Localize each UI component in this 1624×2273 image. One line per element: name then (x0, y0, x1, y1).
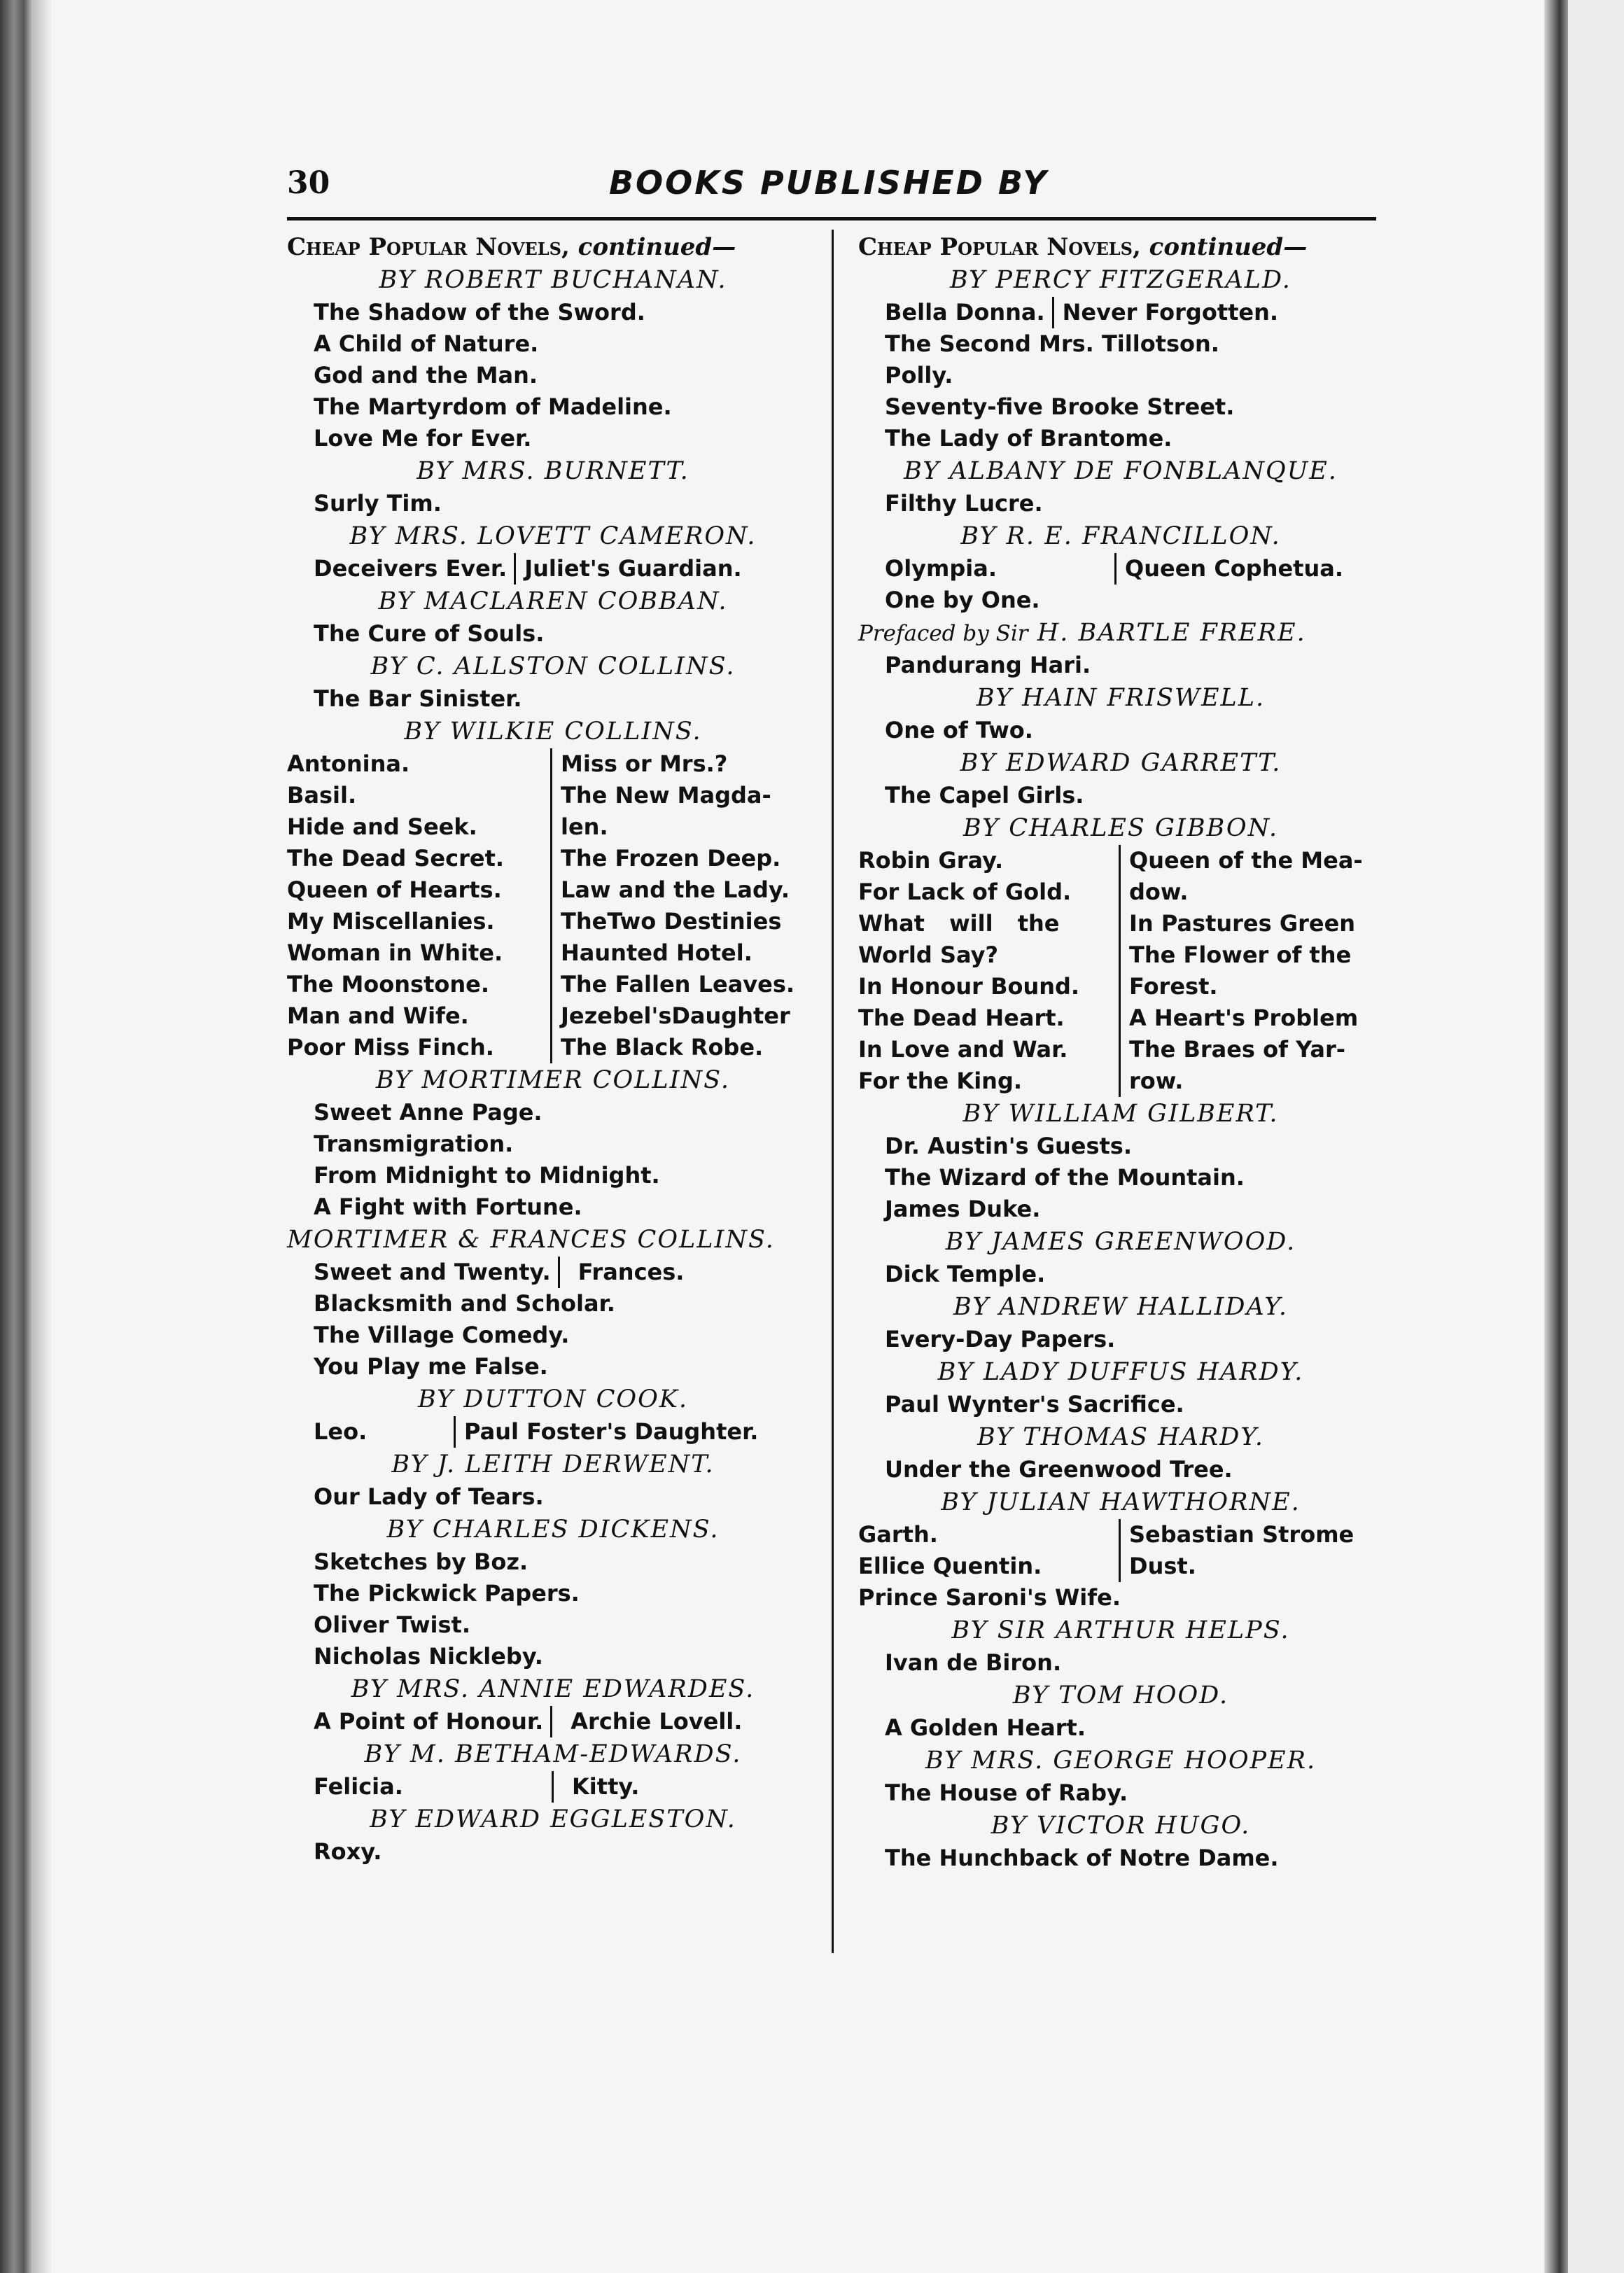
book-title: The Moonstone. (287, 971, 490, 998)
book-title: You Play me False. (314, 1353, 548, 1380)
book-title: The Pickwick Papers. (314, 1580, 580, 1607)
book-title: The Hunchback of Notre Dame. (885, 1845, 1279, 1871)
author-heading: BY JULIAN HAWTHORNE. (941, 1488, 1301, 1516)
book-title: The Dead Secret. (287, 845, 505, 872)
book-title-pair: Olympia. Queen Cophetua. (858, 553, 1383, 585)
right-column (858, 231, 1383, 1874)
book-title: Transmigration. (314, 1131, 514, 1157)
author-heading: BY HAIN FRISWELL. (976, 684, 1266, 712)
book-title-pair: Felicia. Kitty. (287, 1771, 819, 1803)
book-title: Filthy Lucre. (885, 490, 1043, 517)
author-heading: BY PERCY FITZGERALD. (950, 266, 1292, 294)
author-heading: BY MACLAREN COBBAN. (378, 587, 728, 615)
author-heading: BY DUTTON COOK. (417, 1385, 689, 1413)
book-title: The Lady of Brantome. (885, 425, 1172, 452)
author-heading: BY JAMES GREENWOOD. (945, 1228, 1296, 1256)
book-title: The Cure of Souls. (314, 620, 545, 647)
book-title: Pandurang Hari. (885, 652, 1091, 678)
book-title: The Village Comedy. (314, 1322, 570, 1348)
author-heading: BY EDWARD GARRETT. (960, 749, 1282, 777)
book-title: The Second Mrs. Tillotson. (885, 330, 1219, 357)
book-title: The House of Raby. (885, 1779, 1128, 1806)
book-title: Dr. Austin's Guests. (885, 1133, 1132, 1159)
book-title: Blacksmith and Scholar. (314, 1290, 615, 1317)
title-column-2 (1119, 1519, 1354, 1582)
book-title: Law and the Lady. (561, 876, 790, 903)
book-title: Poor Miss Finch. (287, 1034, 494, 1061)
series-heading: Cheap Popular Novels, continued— (858, 233, 1308, 261)
book-title: The Fallen Leaves. (561, 971, 795, 998)
book-title: The Flower of the (1129, 942, 1352, 968)
book-title-continued: dow. (1129, 879, 1189, 905)
book-title: One of Two. (885, 717, 1033, 743)
book-title: James Duke. (885, 1196, 1041, 1222)
book-title-pair: Deceivers Ever. Juliet's Guardian. (287, 553, 819, 585)
book-title: Sweet Anne Page. (314, 1099, 542, 1126)
book-title: The Dead Heart. (858, 1005, 1065, 1031)
hawthorne-title-table (858, 1519, 1383, 1582)
book-title-continued: Forest. (1129, 973, 1218, 1000)
book-title: Seventy-five Brooke Street. (885, 393, 1235, 420)
book-title: Haunted Hotel. (561, 939, 752, 966)
book-title-pair: Leo. Paul Foster's Daughter. (287, 1416, 819, 1448)
author-heading: BY MRS. BURNETT. (416, 457, 690, 485)
book-title: The Frozen Deep. (561, 845, 781, 872)
title-column-2 (550, 748, 794, 1063)
book-title: Paul Wynter's Sacrifice. (885, 1391, 1184, 1418)
gibbon-title-table (858, 845, 1383, 1097)
book-title: The New Magda- (561, 782, 771, 809)
book-title: Garth. (858, 1521, 938, 1548)
book-title: A Golden Heart. (885, 1714, 1086, 1741)
author-heading: BY ROBERT BUCHANAN. (379, 266, 727, 294)
page-number: 30 (287, 165, 330, 201)
column-divider (832, 230, 834, 1953)
book-title: Oliver Twist. (314, 1611, 470, 1638)
book-title: The Capel Girls. (885, 782, 1084, 809)
book-title: For Lack of Gold. (858, 879, 1072, 905)
book-title: Queen of the Mea- (1129, 847, 1363, 874)
book-title: Ellice Quentin. (858, 1553, 1042, 1579)
title-column-1 (287, 748, 550, 1063)
title-column-2 (1119, 845, 1363, 1097)
series-heading: Cheap Popular Novels, continued— (287, 233, 736, 261)
author-heading: BY MRS. LOVETT CAMERON. (349, 522, 757, 550)
book-title: In Pastures Green (1129, 910, 1356, 937)
author-heading: BY C. ALLSTON COLLINS. (370, 652, 736, 680)
author-heading: BY MRS. GEORGE HOOPER. (925, 1747, 1317, 1775)
author-heading: BY EDWARD EGGLESTON. (370, 1805, 736, 1833)
book-title: The Wizard of the Mountain. (885, 1164, 1245, 1191)
book-title: Robin Gray. (858, 847, 1004, 874)
book-title: My Miscellanies. (287, 908, 495, 935)
book-title: Every-Day Papers. (885, 1326, 1116, 1352)
book-title: Surly Tim. (314, 490, 442, 517)
author-heading: BY WILLIAM GILBERT. (962, 1100, 1279, 1128)
author-heading: BY WILKIE COLLINS. (404, 718, 702, 746)
book-title: Love Me for Ever. (314, 425, 532, 452)
author-heading: BY SIR ARTHUR HELPS. (951, 1616, 1290, 1644)
book-title: In Honour Bound. (858, 973, 1080, 1000)
author-heading: BY MORTIMER COLLINS. (376, 1066, 730, 1094)
book-title: God and the Man. (314, 362, 538, 389)
book-title: Man and Wife. (287, 1002, 469, 1029)
book-title: Miss or Mrs.? (561, 750, 728, 777)
book-title: Sebastian Strome (1129, 1521, 1354, 1548)
book-title: Sketches by Boz. (314, 1548, 528, 1575)
wilkie-collins-title-table (287, 748, 819, 1063)
book-title: A Child of Nature. (314, 330, 539, 357)
author-heading: BY R. E. FRANCILLON. (960, 522, 1281, 550)
book-title-continued: len. (561, 813, 608, 840)
book-title: Dust. (1129, 1553, 1196, 1579)
author-heading: MORTIMER & FRANCES COLLINS. (287, 1226, 775, 1254)
book-spine-shadow (1544, 0, 1568, 2273)
book-title: Nicholas Nickleby. (314, 1643, 543, 1670)
title-column-1 (858, 1519, 1119, 1582)
book-title: The Shadow of the Sword. (314, 299, 645, 326)
author-heading: BY VICTOR HUGO. (990, 1812, 1251, 1840)
book-title-continued: row. (1129, 1068, 1184, 1094)
running-head: BOOKS PUBLISHED BY (609, 164, 1049, 202)
book-gutter-left (0, 0, 52, 2273)
author-heading: BY M. BETHAM-EDWARDS. (364, 1740, 742, 1768)
book-title: Antonina. (287, 750, 410, 777)
header-rule (287, 217, 1376, 221)
book-title: Queen of Hearts. (287, 876, 502, 903)
author-heading: BY LADY DUFFUS HARDY. (937, 1358, 1304, 1386)
title-column-1 (858, 845, 1119, 1097)
author-heading: BY TOM HOOD. (1012, 1681, 1229, 1709)
book-title: Dick Temple. (885, 1261, 1046, 1287)
book-title: Roxy. (314, 1838, 382, 1865)
book-title: What will the (858, 910, 1060, 937)
book-title-pair: A Point of Honour. Archie Lovell. (287, 1706, 819, 1737)
author-heading: BY MRS. ANNIE EDWARDES. (351, 1675, 755, 1703)
facing-page-edge (1568, 0, 1624, 2273)
book-title: Polly. (885, 362, 953, 389)
book-title: Jezebel'sDaughter (561, 1002, 790, 1029)
author-heading: Prefaced by Sir H. BARTLE FRERE. (858, 619, 1306, 647)
book-title: Basil. (287, 782, 357, 809)
book-title: Prince Saroni's Wife. (858, 1584, 1121, 1611)
author-heading: BY J. LEITH DERWENT. (391, 1450, 715, 1478)
book-title: Under the Greenwood Tree. (885, 1456, 1233, 1483)
book-title: The Martyrdom of Madeline. (314, 393, 672, 420)
author-heading: BY ANDREW HALLIDAY. (953, 1293, 1289, 1321)
author-heading: BY CHARLES DICKENS. (386, 1516, 720, 1544)
book-title: A Heart's Problem (1129, 1005, 1359, 1031)
book-title: Hide and Seek. (287, 813, 477, 840)
book-title: In Love and War. (858, 1036, 1068, 1063)
book-title: TheTwo Destinies (561, 908, 782, 935)
book-title: Our Lady of Tears. (314, 1483, 544, 1510)
author-heading: BY ALBANY DE FONBLANQUE. (904, 457, 1338, 485)
book-title: One by One. (885, 587, 1040, 613)
book-title-pair: Bella Donna. Never Forgotten. (858, 297, 1383, 328)
book-title: A Fight with Fortune. (314, 1194, 582, 1220)
book-title: The Bar Sinister. (314, 685, 522, 712)
book-title: From Midnight to Midnight. (314, 1162, 660, 1189)
left-column (287, 231, 819, 1868)
author-heading: BY THOMAS HARDY. (976, 1423, 1265, 1451)
book-title: The Black Robe. (561, 1034, 764, 1061)
book-title-pair: Sweet and Twenty. Frances. (287, 1257, 819, 1288)
book-title: Ivan de Biron. (885, 1649, 1062, 1676)
book-title: Woman in White. (287, 939, 503, 966)
book-title: For the King. (858, 1068, 1022, 1094)
author-heading: BY CHARLES GIBBON. (962, 814, 1279, 842)
book-title-continued: World Say? (858, 942, 999, 968)
book-title: The Braes of Yar- (1129, 1036, 1346, 1063)
